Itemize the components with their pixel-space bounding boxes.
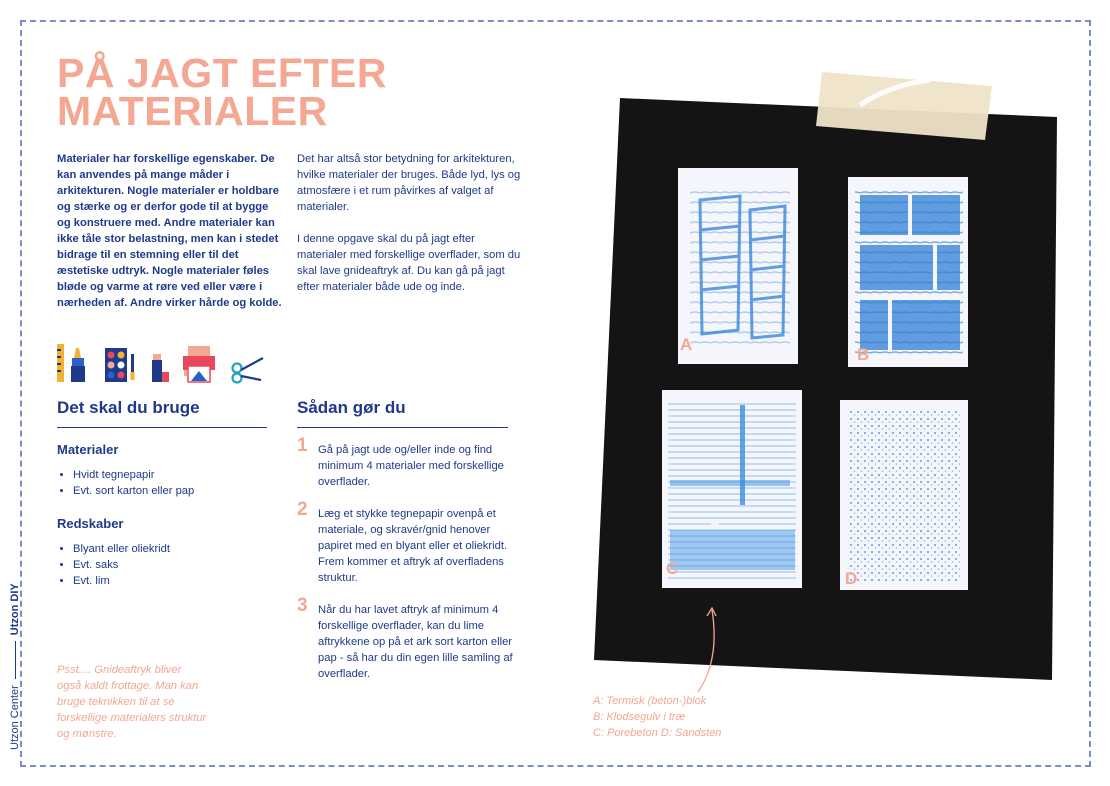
need-divider <box>57 427 267 428</box>
tools-list <box>57 541 170 589</box>
label-a: A <box>680 335 693 354</box>
tool-icons <box>57 344 267 384</box>
intro-bold: Materialer har forskellige egenskaber. De kan anvendes på mange måder i arkitekturen. Nogle materialer er holdbare og stærke og er derfor gode til at bygge og konstruere med. Andre materialer kan ikke tåle stor belastning, men kan i stedet bidrage til en stemning eller til det æstetiske udtryk. Nogle materialer føles bløde og varme at røre ved eller være i nærheden af. Andre virker hårde og kolde. <box>57 153 282 309</box>
step-item <box>297 595 527 682</box>
side-label <box>9 583 21 750</box>
ruler-icon <box>57 344 64 382</box>
psst-note: Psst.... Gnideaftryk bliver også kaldt frottage. Man kan bruge teknikken til at se forskellige materialers struktur og mønstre. <box>57 664 207 740</box>
caption-line: C: Porebeton D: Sandsten <box>593 727 722 739</box>
list-item: • Blyant eller oliekridt <box>73 541 170 557</box>
title-line-1: PÅ JAGT EFTER <box>57 50 387 96</box>
rubbings-photo <box>590 60 1070 700</box>
rubbing-c <box>662 390 802 588</box>
black-card <box>594 98 1057 680</box>
label-c: C <box>666 559 679 578</box>
steps-list <box>297 435 527 698</box>
rubbing-d <box>840 400 968 590</box>
step-number: 1 <box>297 435 308 456</box>
printer-icon <box>183 346 215 382</box>
scissors-icon <box>233 358 264 383</box>
intro-paragraph-1: Det har altså stor betydning for arkitekturen, hvilke materialer der bruges. Både lyd, lys og atmosfære i et rum påvirkes af valget af materialer. <box>297 153 521 213</box>
title-line-2: MATERIALER <box>57 88 328 134</box>
step-number: 2 <box>297 499 308 520</box>
arrow-icon <box>690 600 730 695</box>
materials-list <box>57 467 194 499</box>
materials-heading: Materialer <box>57 442 119 457</box>
glue-icon <box>71 348 85 382</box>
rubbing-a <box>678 168 798 364</box>
photo-caption <box>593 693 721 741</box>
caption-line: A: Termisk (beton-)blok <box>593 695 707 707</box>
intro-paragraph-2: I denne opgave skal du på jagt efter materialer med forskellige overflader, som du skal lave gnideaftryk af. Du kan gå på jagt efter materialer både ude og inde. <box>297 233 521 293</box>
label-d: D <box>845 569 858 588</box>
intro-text <box>297 151 527 311</box>
list-item: • Hvidt tegnepapir <box>73 467 194 483</box>
step-item <box>297 435 527 490</box>
step-number: 3 <box>297 595 308 616</box>
step-item <box>297 499 527 586</box>
list-item: • Evt. lim <box>73 573 170 589</box>
tools-heading: Redskaber <box>57 516 124 531</box>
side-label-center: Utzon Center <box>9 685 21 750</box>
label-b: B <box>857 345 870 364</box>
howto-divider <box>297 427 508 428</box>
list-item: • Evt. saks <box>73 557 170 573</box>
need-heading: Det skal du bruge <box>57 398 200 417</box>
step-text: Læg et stykke tegnepapir ovenpå et materiale, og skravér/gnid henover papiret med en blyant eller et oliekridt. Frem kommer et aftryk af overfladens struktur. <box>318 508 508 584</box>
list-item: • Evt. sort karton eller pap <box>73 483 194 499</box>
step-text: Når du har lavet aftryk af minimum 4 forskellige overflader, kan du lime aftrykkene op på et ark sort karton eller pap - så har du din egen lille samling af overflader. <box>318 604 513 680</box>
side-divider <box>15 641 16 679</box>
glue-stick-icon <box>152 354 169 382</box>
step-text: Gå på jagt ude og/eller inde og find minimum 4 materialer med forskellige overflader. <box>318 444 504 488</box>
rubbing-b <box>848 177 968 367</box>
howto-heading: Sådan gør du <box>297 398 406 417</box>
page-title <box>57 50 417 134</box>
side-label-diy: Utzon DIY <box>9 583 21 636</box>
paint-palette-icon <box>105 348 135 382</box>
caption-line: B: Klodsegulv i træ <box>593 711 686 723</box>
